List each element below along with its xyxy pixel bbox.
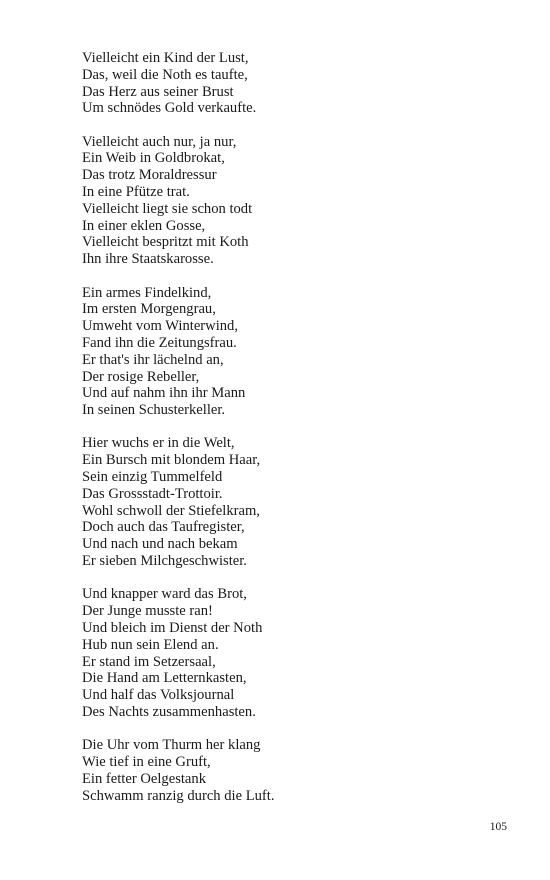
page-number: 105	[489, 821, 507, 833]
poem-line: Die Hand am Letternkasten,	[82, 670, 247, 687]
poem-line: Die Uhr vom Thurm her klang	[82, 737, 261, 754]
poem-line: Und auf nahm ihn ihr Mann	[82, 385, 246, 402]
poem-line: Das trotz Moraldressur	[82, 167, 217, 184]
poem-line: Vielleicht bespritzt mit Koth	[82, 234, 249, 251]
poem-line: Fand ihn die Zeitungsfrau.	[82, 334, 237, 351]
poem-line: Ein fetter Oelgestank	[82, 770, 206, 787]
poem-line: In eine Pfütze trat.	[82, 184, 190, 201]
stanza-6	[82, 737, 502, 804]
poem-line: Umweht vom Winterwind,	[82, 318, 239, 335]
poem-line: Doch auch das Taufregister,	[82, 519, 245, 536]
poem-line: Ihn ihre Staatskarosse.	[82, 251, 214, 268]
poem-line: Im ersten Morgengrau,	[82, 301, 216, 318]
stanza-1	[82, 50, 502, 117]
poem-line: Er stand im Setzersaal,	[82, 653, 216, 670]
poem-line: Hub nun sein Elend an.	[82, 636, 219, 653]
stanza-4	[82, 435, 502, 569]
poem-line: Hier wuchs er in die Welt,	[82, 435, 235, 452]
poem-line: Wohl schwoll der Stiefelkram,	[82, 502, 260, 519]
poem-line: Und bleich im Dienst der Noth	[82, 619, 263, 636]
poem-text	[82, 50, 502, 821]
poem-line: Sein einzig Tummelfeld	[82, 469, 223, 486]
poem-line: Vielleicht auch nur, ja nur,	[82, 133, 237, 150]
poem-line: Er that's ihr lächelnd an,	[82, 351, 224, 368]
poem-line: Ein Bursch mit blondem Haar,	[82, 452, 261, 469]
poem-line: Das, weil die Noth es taufte,	[82, 66, 248, 83]
stanza-5	[82, 586, 502, 720]
poem-line: Ein armes Findelkind,	[82, 284, 212, 301]
poem-line: Des Nachts zusammenhasten.	[82, 703, 256, 720]
stanza-3	[82, 285, 502, 419]
poem-line: Ein Weib in Goldbrokat,	[82, 150, 225, 167]
poem-line: In einer eklen Gosse,	[82, 217, 206, 234]
poem-line: Das Grossstadt-Trottoir.	[82, 485, 223, 502]
poem-line: Wie tief in eine Gruft,	[82, 753, 211, 770]
poem-line: In seinen Schusterkeller.	[82, 402, 226, 419]
poem-line: Schwamm ranzig durch die Luft.	[82, 787, 275, 804]
poem-line: Vielleicht liegt sie schon todt	[82, 200, 253, 217]
poem-line: Und nach und nach bekam	[82, 536, 238, 553]
poem-line: Und half das Volksjournal	[82, 687, 235, 704]
poem-line: Vielleicht ein Kind der Lust,	[82, 50, 249, 66]
poem-line: Der Junge musste ran!	[82, 603, 213, 620]
poem-line: Um schnödes Gold verkaufte.	[82, 100, 257, 117]
poem-line: Das Herz aus seiner Brust	[82, 83, 234, 100]
poem-line: Und knapper ward das Brot,	[82, 586, 247, 603]
poem-line: Er sieben Milchgeschwister.	[82, 553, 247, 570]
poem-line: Der rosige Rebeller,	[82, 368, 200, 385]
stanza-2	[82, 134, 502, 268]
